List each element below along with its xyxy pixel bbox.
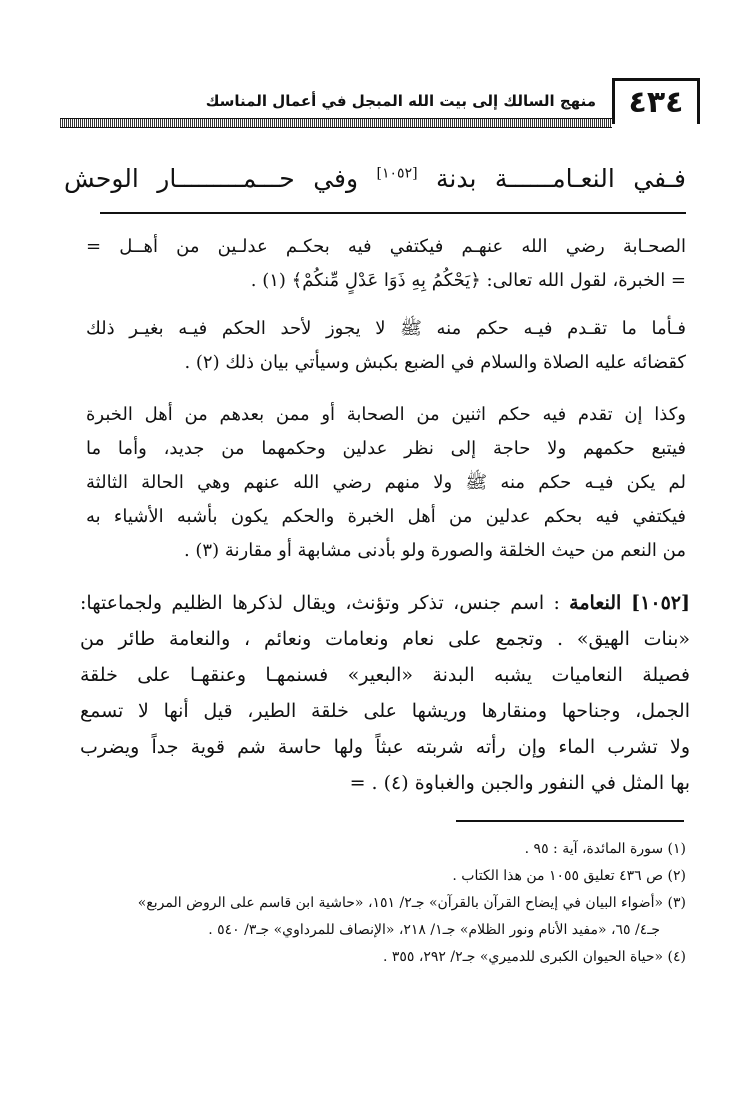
header-rule <box>60 118 612 128</box>
note-line: ولا تشرب الماء وإن رأته شربته عبثاً ولها حاسة شم قوية جداً ويضرب <box>80 736 690 758</box>
text-line: فـأما ما تقـدم فيـه حكم منه ﷺ لا يجوز لأحد الحكم فيـه بغيـر ذلك <box>86 318 686 339</box>
note-line: فصيلة النعاميات يشبه البدنة «البعير» فسنمهـا وعنقهـا على خلقة <box>80 664 690 686</box>
heading-text-after: وفي حـــمـــــــــار الوحش <box>64 164 359 193</box>
paragraph-2 <box>86 312 686 380</box>
footnote-4: (٤) «حياة الحيوان الكبرى للدميري» جـ٢/ ٢٩٢، ٣٥٥ . <box>382 949 686 965</box>
footnote-3-continued: جـ٤/ ٦٥، «مفيد الأنام ونور الظلام» جـ١/ ٢١٨، «الإنصاف للمرداوي» جـ٣/ ٥٤٠ . <box>208 922 660 938</box>
text-line: من النعم من حيث الخلقة والصورة ولو بأدنى مشابهة أو مقارنة (٣) . <box>183 540 686 561</box>
note-line: الجمل، وجناحها ومنقارها وريشها على خلقة الطير، قيل أنها لا تسمع <box>80 700 690 722</box>
page-number: ٤٣٤ <box>612 78 700 124</box>
running-title: منهج السالك إلى بيت الله المبجل في أعمال المناسك <box>205 92 596 110</box>
footnote-separator <box>456 820 684 822</box>
heading-text-before: فـفي النعـامــــــة بدنة <box>436 164 686 193</box>
footnote-3: (٣) «أضواء البيان في إيضاح القرآن بالقرآن» جـ٢/ ١٥١، «حاشية ابن قاسم على الروض المربع» <box>137 895 686 911</box>
paragraph-1 <box>86 230 686 298</box>
text-line: لم يكن فيـه حكم منه ﷺ ولا منهم رضي الله عنهم وهي الحالة الثالثة <box>86 472 686 493</box>
note-line: بها المثل في النفور والجبن والغباوة (٤) . = <box>349 772 690 794</box>
section-heading <box>64 164 686 193</box>
footnote-1: (١) سورة المائدة، آية : ٩٥ . <box>524 841 686 857</box>
note-first-line-text: : اسم جنس، تذكر وتؤنث، ويقال لذكرها الظليم ولجماعتها: <box>80 592 560 614</box>
text-line: = الخبرة، لقول الله تعالى: ﴿يَحْكُمُ بِهِ ذَوَا عَدْلٍ مِّنكُمْ﴾ (١) . <box>250 270 686 291</box>
text-line: فيتبع حكمهم ولا حاجة إلى نظر عدلين وحكمهما من جديد، وأما ما <box>86 438 686 459</box>
heading-rule <box>100 212 686 214</box>
page-header <box>60 78 700 128</box>
note-line: «بنات الهيق» . وتجمع على نعام ونعامات ونعائم ، والنعامة طائر من <box>80 628 690 650</box>
ostrich-note <box>80 585 690 801</box>
note-label: [١٠٥٢] النعامة <box>569 592 690 614</box>
text-line: الصحـابة رضي الله عنهـم فيكتفي فيه بحكـم عدلـين من أهــل = <box>86 236 686 257</box>
paragraph-3 <box>86 398 686 568</box>
text-line: كقضائه عليه الصلاة والسلام في الضبع بكبش وسيأتي بيان ذلك (٢) . <box>184 352 686 373</box>
note-first-line <box>80 585 690 621</box>
footnotes <box>80 836 686 971</box>
heading-footnote-ref: [١٠٥٢] <box>376 165 418 182</box>
text-line: فيكتفي فيه بحكم عدلين من أهل الخبرة والحكم يكون بأشبه الأشياء به <box>86 506 686 527</box>
text-line: وكذا إن تقدم فيه حكم اثنين من الصحابة أو ممن بعدهم من أهل الخبرة <box>86 404 686 425</box>
footnote-2: (٢) ص ٤٣٦ تعليق ١٠٥٥ من هذا الكتاب . <box>452 868 686 884</box>
